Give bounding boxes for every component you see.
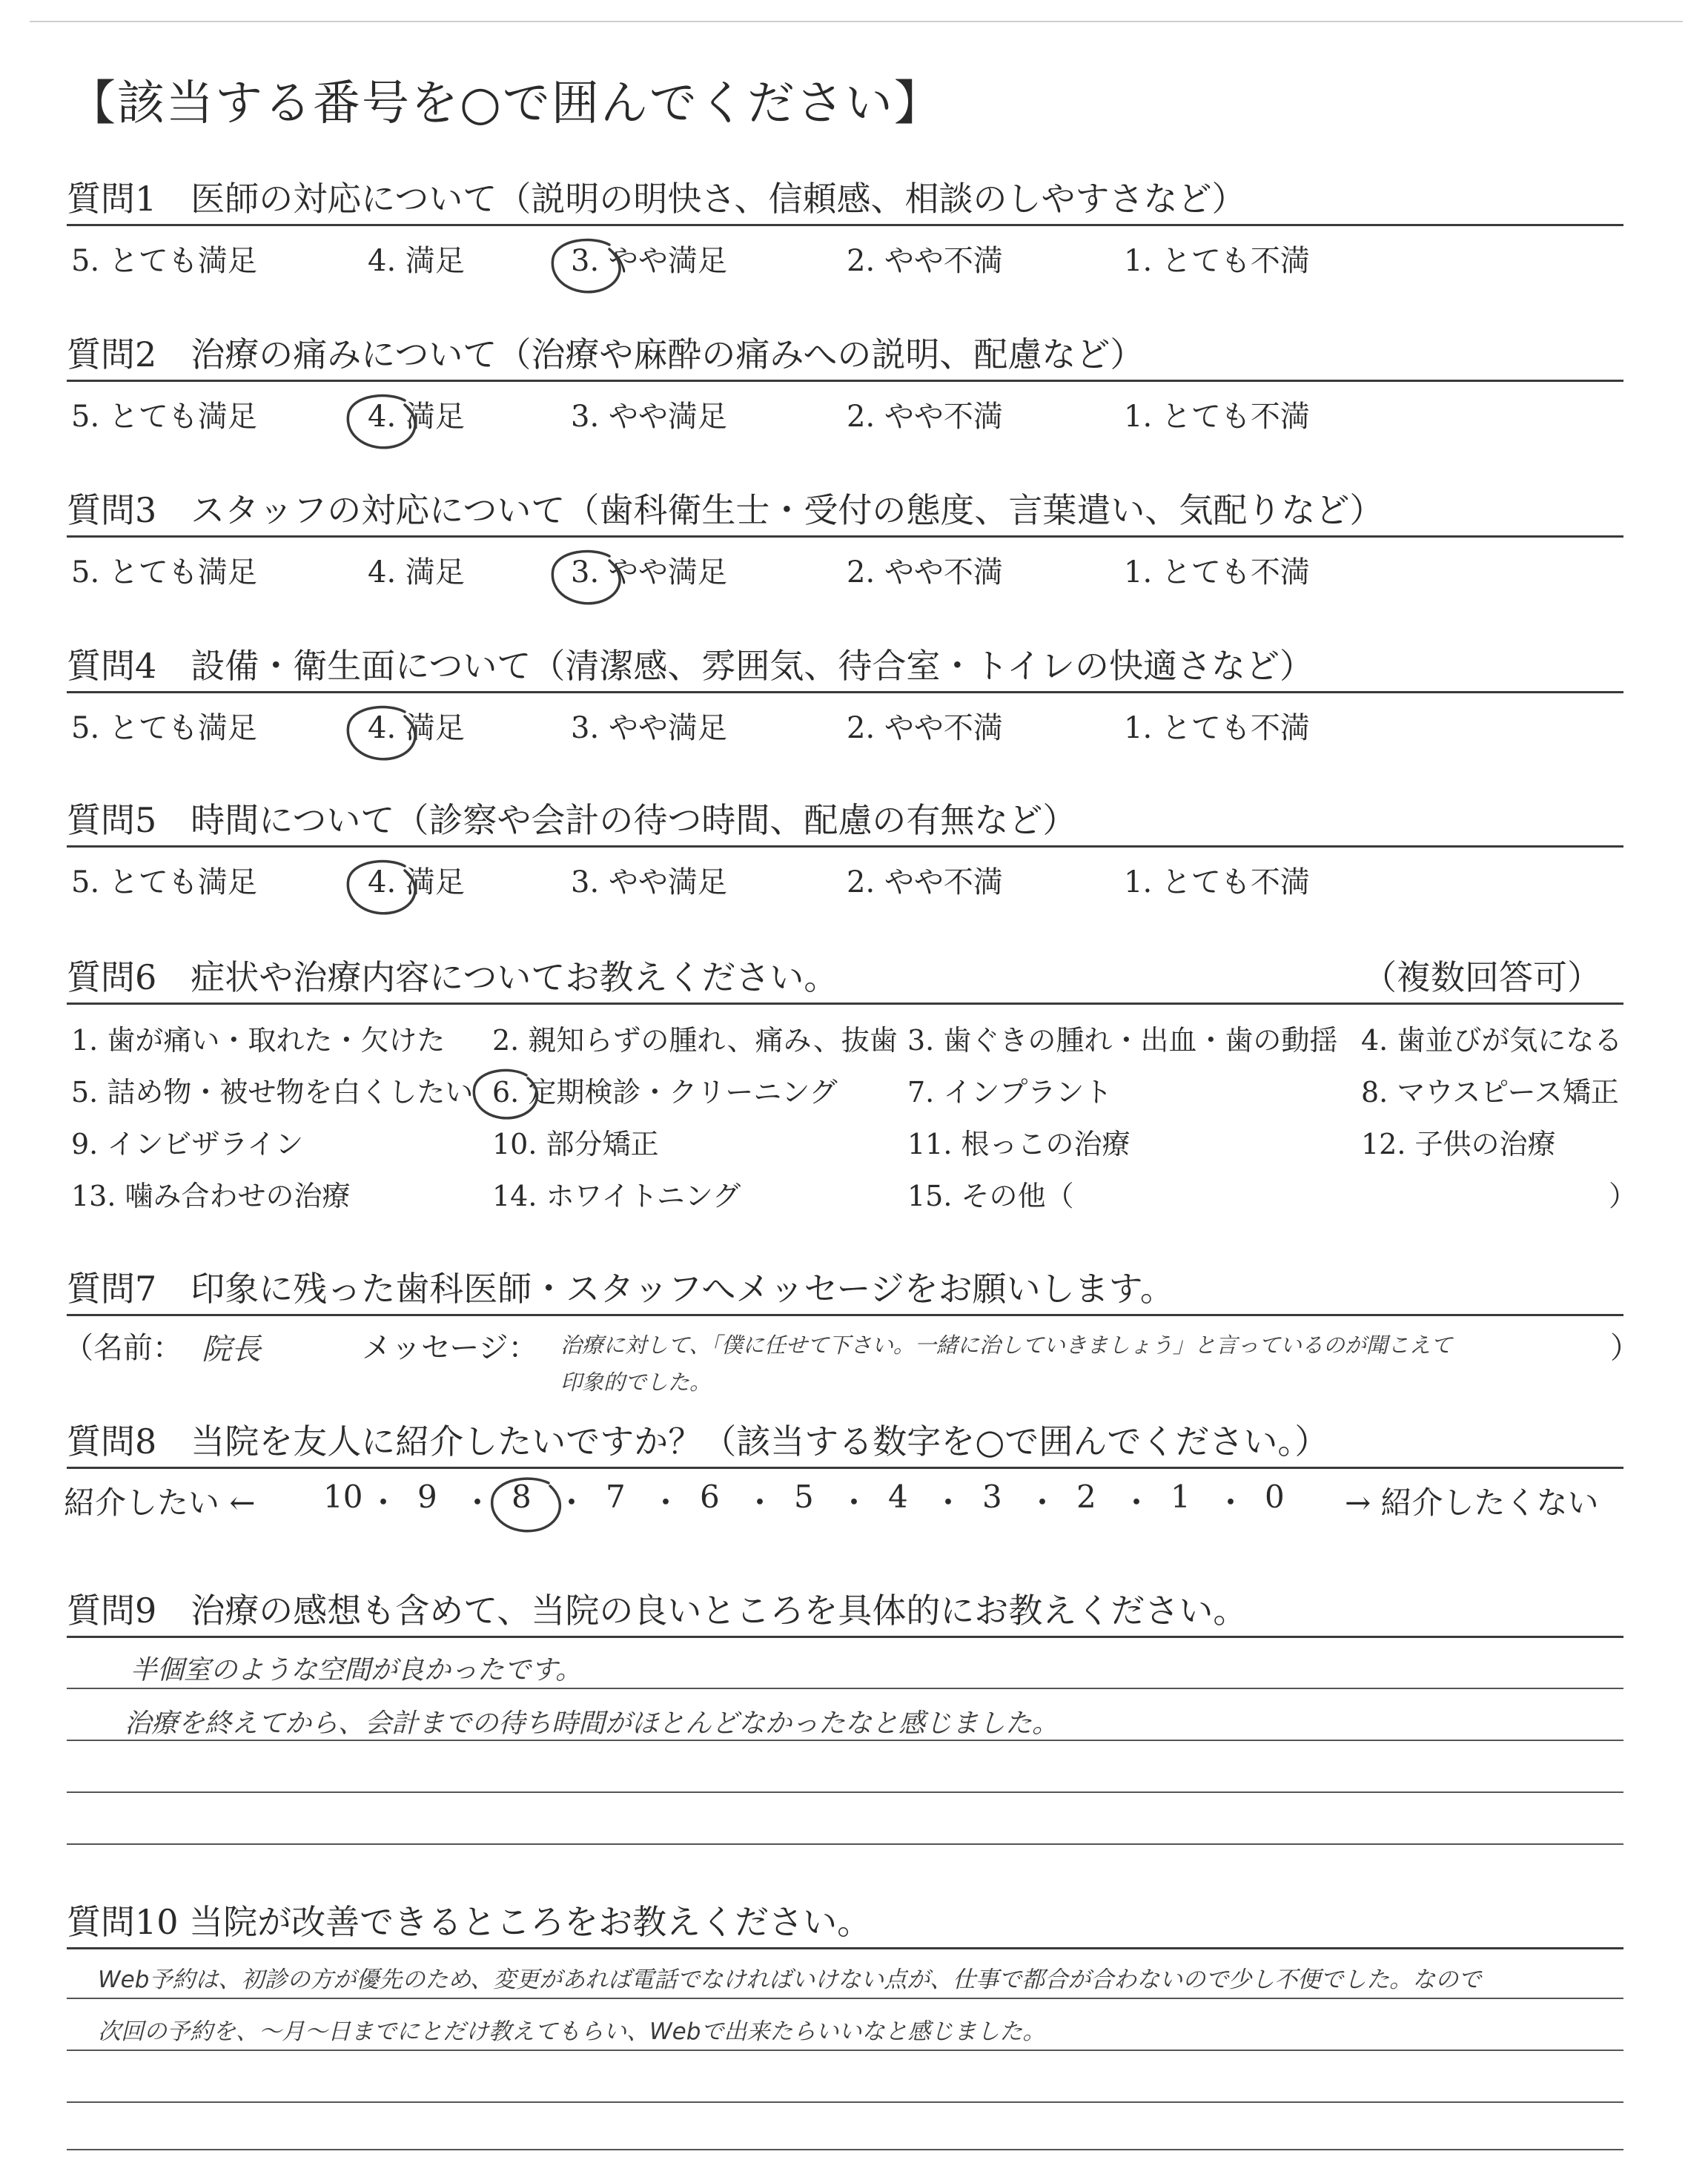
q5-option-1[interactable]: 1. とても不満: [1124, 865, 1310, 899]
q8-heading: 質問8 当院を友人に紹介したいですか？（該当する数字を○で囲んでください。）: [67, 1421, 1329, 1462]
q10-writing-line-1: [67, 1998, 1623, 1999]
q7-message-line-1[interactable]: 治療に対して、「僕に任せて下さい。一緒に治していきましょう」と言っているのが聞こえて: [560, 1332, 1452, 1358]
q2-option-2[interactable]: 2. やや不満: [847, 400, 1003, 434]
q8-scale-9[interactable]: 9: [417, 1479, 437, 1515]
q7-name-handwritten[interactable]: 院長: [202, 1332, 261, 1367]
q6-option-5[interactable]: 5. 詰め物・被せ物を白くしたい: [71, 1076, 474, 1109]
q10-heading: 質問10 当院が改善できるところをお教えください。: [67, 1902, 872, 1942]
q6-option-3[interactable]: 3. 歯ぐきの腫れ・出血・歯の動揺: [907, 1024, 1338, 1057]
q6-other-close-paren: ）: [1609, 1180, 1638, 1212]
q8-scale-separator: ・: [650, 1484, 682, 1521]
q6-option-13[interactable]: 13. 噛み合わせの治療: [71, 1180, 351, 1212]
q1-option-2[interactable]: 2. やや不満: [847, 244, 1003, 278]
q4-option-5[interactable]: 5. とても満足: [71, 711, 257, 745]
q7-heading: 質問7 印象に残った歯科医師・スタッフへメッセージをお願いします。: [67, 1269, 1174, 1309]
q4-option-4[interactable]: 4. 満足: [368, 711, 465, 745]
q8-scale-separator: ・: [462, 1484, 494, 1521]
q8-scale-10[interactable]: 10: [323, 1479, 363, 1515]
q7-message-line-2[interactable]: 印象的でした。: [560, 1370, 712, 1395]
q8-scale-3[interactable]: 3: [982, 1479, 1002, 1515]
q1-option-5[interactable]: 5. とても満足: [71, 244, 257, 278]
q7-message-label: メッセージ：: [362, 1331, 538, 1365]
q6-option-2[interactable]: 2. 親知らずの腫れ、痛み、抜歯: [492, 1024, 898, 1057]
q2-heading: 質問2 治療の痛みについて（治療や麻酔の痛みへの説明、配慮など）: [67, 334, 1145, 374]
q9-rule: [67, 1636, 1623, 1638]
q6-option-6[interactable]: 6. 定期検診・クリーニング: [492, 1076, 838, 1109]
q1-heading: 質問1 医師の対応について（説明の明快さ、信頼感、相談のしやすさなど）: [67, 179, 1246, 219]
q6-option-12[interactable]: 12. 子供の治療: [1361, 1128, 1556, 1160]
q8-scale-separator: ・: [368, 1484, 400, 1521]
q5-rule: [67, 845, 1623, 848]
q9-writing-line-2: [67, 1740, 1623, 1741]
q8-scale-7[interactable]: 7: [606, 1479, 626, 1515]
q9-writing-line-1: [67, 1688, 1623, 1689]
q8-scale-8[interactable]: 8: [512, 1479, 532, 1515]
q8-scale-2[interactable]: 2: [1076, 1479, 1096, 1515]
q6-heading: 質問6 症状や治療内容についてお教えください。: [67, 957, 838, 997]
q9-heading: 質問9 治療の感想も含めて、当院の良いところを具体的にお教えください。: [67, 1591, 1248, 1631]
q5-heading: 質問5 時間について（診察や会計の待つ時間、配慮の有無など）: [67, 800, 1077, 840]
q8-scale-6[interactable]: 6: [700, 1479, 720, 1515]
q7-name-label: （名前：: [64, 1331, 182, 1365]
q6-option-14[interactable]: 14. ホワイトニング: [492, 1180, 741, 1212]
q10-rule: [67, 1947, 1623, 1949]
q8-scale-1[interactable]: 1: [1171, 1479, 1191, 1515]
q2-option-4[interactable]: 4. 満足: [368, 400, 465, 434]
q9-answer-line-2[interactable]: 治療を終えてから、会計までの待ち時間がほとんどなかったなと感じました。: [125, 1708, 1059, 1739]
q3-option-5[interactable]: 5. とても満足: [71, 555, 257, 589]
q6-option-9[interactable]: 9. インビザライン: [71, 1128, 304, 1160]
q2-option-5[interactable]: 5. とても満足: [71, 400, 257, 434]
q8-scale-separator: ・: [838, 1484, 870, 1521]
q6-option-10[interactable]: 10. 部分矯正: [492, 1128, 659, 1160]
q7-close-paren: ）: [1610, 1331, 1640, 1365]
q10-answer-line-2[interactable]: 次回の予約を、～月～日までにとだけ教えてもらい、Webで出来たらいいなと感じました。: [98, 2018, 1046, 2045]
q8-scale-separator: ・: [556, 1484, 588, 1521]
q8-scale-separator: ・: [1027, 1484, 1059, 1521]
q6-option-8[interactable]: 8. マウスピース矯正: [1361, 1076, 1619, 1109]
q8-scale-4[interactable]: 4: [888, 1479, 908, 1515]
q6-option-4[interactable]: 4. 歯並びが気になる: [1361, 1024, 1623, 1057]
q1-rule: [67, 224, 1623, 226]
q1-option-4[interactable]: 4. 満足: [368, 244, 465, 278]
q4-rule: [67, 691, 1623, 693]
q5-option-4[interactable]: 4. 満足: [368, 865, 465, 899]
q3-rule: [67, 535, 1623, 538]
q8-scale-separator: ・: [1121, 1484, 1153, 1521]
q2-option-3[interactable]: 3. やや満足: [571, 400, 727, 434]
q9-writing-line-3: [67, 1791, 1623, 1793]
q3-option-1[interactable]: 1. とても不満: [1124, 555, 1310, 589]
q8-scale-separator: ・: [1215, 1484, 1247, 1521]
q1-option-3[interactable]: 3. やや満足: [571, 244, 727, 278]
q9-answer-line-1[interactable]: 半個室のような空間が良かったです。: [130, 1655, 583, 1685]
q10-writing-line-4: [67, 2149, 1623, 2150]
q8-left-label: 紹介したい ←: [64, 1484, 256, 1521]
q8-scale-0[interactable]: 0: [1265, 1479, 1285, 1515]
q3-option-4[interactable]: 4. 満足: [368, 555, 465, 589]
q5-option-5[interactable]: 5. とても満足: [71, 865, 257, 899]
q4-option-3[interactable]: 3. やや満足: [571, 711, 727, 745]
q8-rule: [67, 1467, 1623, 1469]
q2-option-1[interactable]: 1. とても不満: [1124, 400, 1310, 434]
q4-heading: 質問4 設備・衛生面について（清潔感、雰囲気、待合室・トイレの快適さなど）: [67, 646, 1314, 686]
q3-heading: 質問3 スタッフの対応について（歯科衛生士・受付の態度、言葉遣い、気配りなど）: [67, 490, 1384, 530]
q5-option-2[interactable]: 2. やや不満: [847, 865, 1003, 899]
q6-option-7[interactable]: 7. インプラント: [907, 1076, 1113, 1109]
q5-option-3[interactable]: 3. やや満足: [571, 865, 727, 899]
q3-option-2[interactable]: 2. やや不満: [847, 555, 1003, 589]
q10-answer-line-1[interactable]: Web予約は、初診の方が優先のため、変更があれば電話でなければいけない点が、仕事で都合が合わないので少し不便でした。なので: [98, 1966, 1482, 1993]
q7-rule: [67, 1314, 1623, 1316]
q6-option-15[interactable]: 15. その他（: [907, 1180, 1074, 1212]
instruction-title: 【該当する番号を○で囲んでください】: [68, 76, 943, 131]
q6-rule: [67, 1003, 1623, 1005]
q10-writing-line-3: [67, 2101, 1623, 2103]
q9-writing-line-4: [67, 1843, 1623, 1845]
q6-option-11[interactable]: 11. 根っこの治療: [907, 1128, 1131, 1160]
q8-right-label: → 紹介したくない: [1345, 1484, 1599, 1521]
q4-option-2[interactable]: 2. やや不満: [847, 711, 1003, 745]
q2-rule: [67, 380, 1623, 382]
scan-top-edge: [30, 21, 1683, 22]
q10-writing-line-2: [67, 2050, 1623, 2051]
q4-option-1[interactable]: 1. とても不満: [1124, 711, 1310, 745]
q8-scale-separator: ・: [933, 1484, 964, 1521]
q1-option-1[interactable]: 1. とても不満: [1124, 244, 1310, 278]
q6-multiple-note: （複数回答可）: [1363, 957, 1601, 997]
q8-scale-separator: ・: [744, 1484, 776, 1521]
q6-option-1[interactable]: 1. 歯が痛い・取れた・欠けた: [71, 1024, 446, 1057]
q8-scale-5[interactable]: 5: [794, 1479, 814, 1515]
q3-option-3[interactable]: 3. やや満足: [571, 555, 727, 589]
